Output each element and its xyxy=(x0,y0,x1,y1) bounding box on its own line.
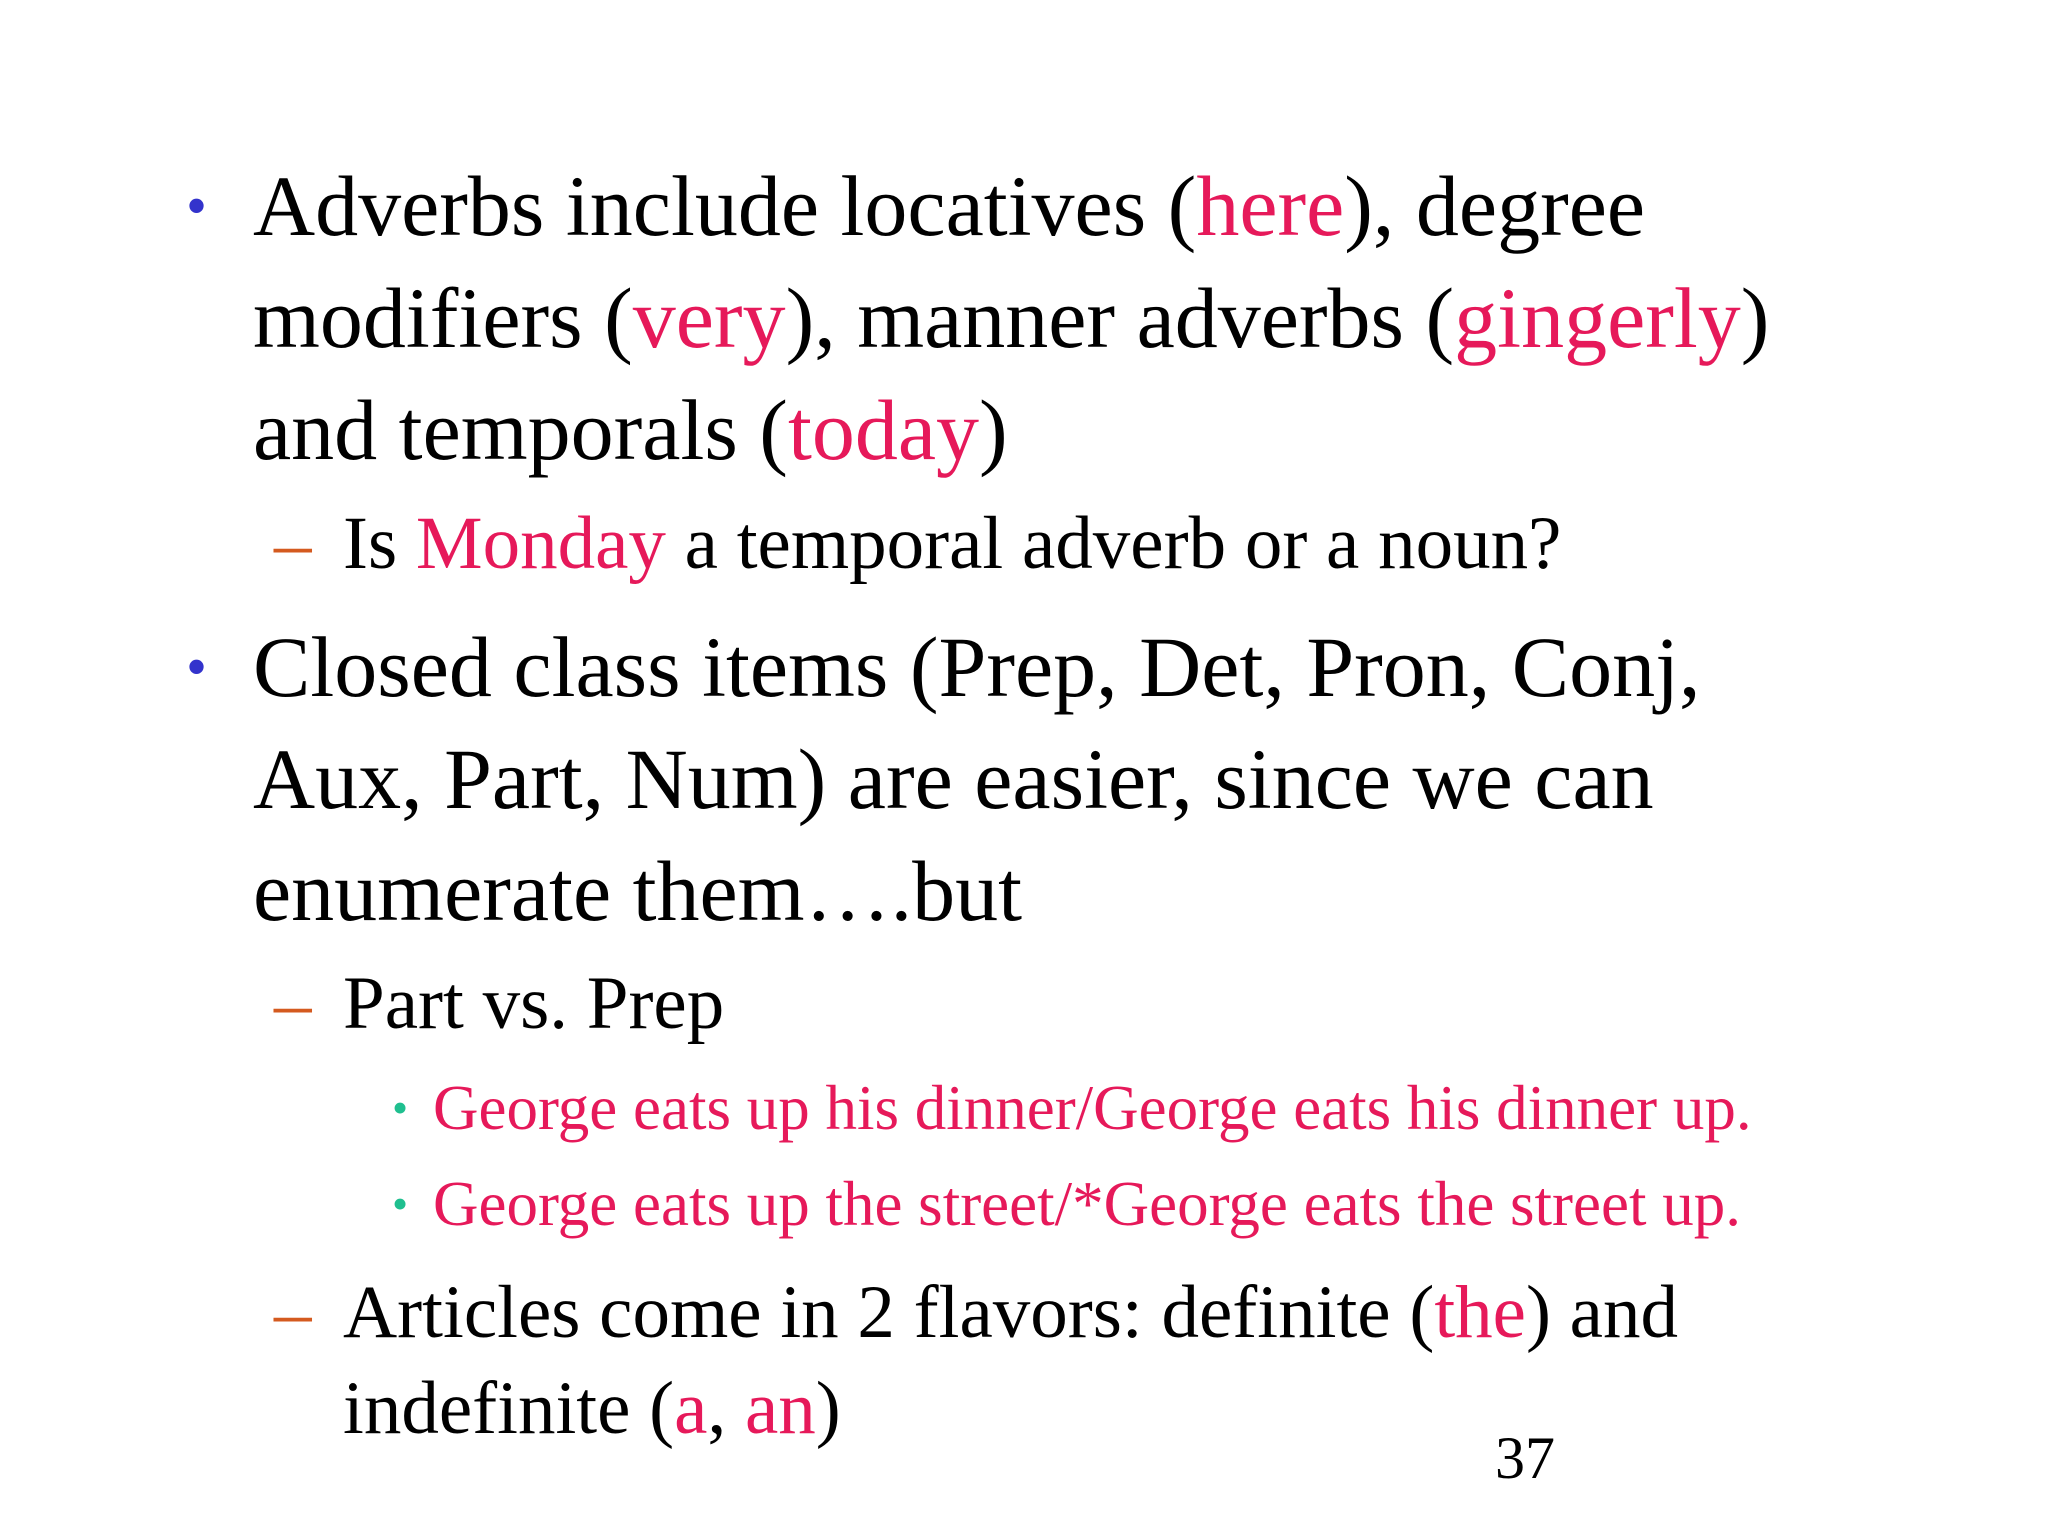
text-segment: Adverbs include locatives ( xyxy=(253,158,1197,254)
dash-level2-icon: – xyxy=(274,962,312,1045)
dash-level2-icon: – xyxy=(274,1271,312,1354)
example-word-monday: Monday xyxy=(415,502,666,585)
text-segment: Articles come in 2 flavors: definite ( xyxy=(343,1271,1435,1354)
text-segment: ), degree xyxy=(1344,158,1646,254)
text-segment: , xyxy=(707,1367,745,1450)
sub-bullet-articles-line1 xyxy=(343,1265,1678,1361)
example-sentence-1: George eats up his dinner/George eats his dinner up. xyxy=(433,1073,1752,1143)
example-word-today: today xyxy=(787,382,980,478)
dash-level2-icon: – xyxy=(274,502,312,585)
text-segment: and temporals ( xyxy=(253,382,788,478)
slide-number: 37 xyxy=(1495,1425,1555,1491)
bullet2-line2: Aux, Part, Num) are easier, since we can xyxy=(253,731,1654,827)
bullet-level3-icon: • xyxy=(392,1082,409,1133)
sub-bullet-part-vs-prep: Part vs. Prep xyxy=(343,962,725,1045)
example-word-gingerly: gingerly xyxy=(1454,270,1741,366)
example-word-here: here xyxy=(1196,158,1345,254)
bullet2-line1: Closed class items (Prep, Det, Pron, Conj, xyxy=(253,619,1701,715)
bullet-level1-icon: • xyxy=(186,634,208,700)
text-segment: ) xyxy=(979,382,1008,478)
example-word-the: the xyxy=(1434,1271,1526,1354)
text-segment: a temporal adverb or a noun? xyxy=(665,502,1562,585)
bullet-level1-icon: • xyxy=(186,173,208,239)
example-word-very: very xyxy=(632,270,786,366)
text-segment: Is xyxy=(343,502,416,585)
text-segment: modifiers ( xyxy=(253,270,633,366)
bullet1-line1 xyxy=(253,150,1645,262)
text-segment: ) and xyxy=(1525,1271,1678,1354)
text-segment: ) xyxy=(1740,270,1770,366)
bullet1-line2 xyxy=(253,262,1769,374)
text-segment: ) xyxy=(815,1367,841,1450)
text-segment: ), manner adverbs ( xyxy=(785,270,1455,366)
bullet-level3-icon: • xyxy=(392,1178,409,1229)
example-word-a: a xyxy=(674,1367,708,1450)
example-sentence-2: George eats up the street/*George eats the street up. xyxy=(433,1169,1741,1239)
sub-bullet-articles-line2 xyxy=(343,1361,841,1457)
example-word-an: an xyxy=(744,1367,816,1450)
text-segment: indefinite ( xyxy=(343,1367,675,1450)
sub-bullet-monday xyxy=(343,496,1561,592)
bullet1-line3 xyxy=(253,374,1008,486)
bullet2-line3: enumerate them….but xyxy=(253,843,1022,939)
